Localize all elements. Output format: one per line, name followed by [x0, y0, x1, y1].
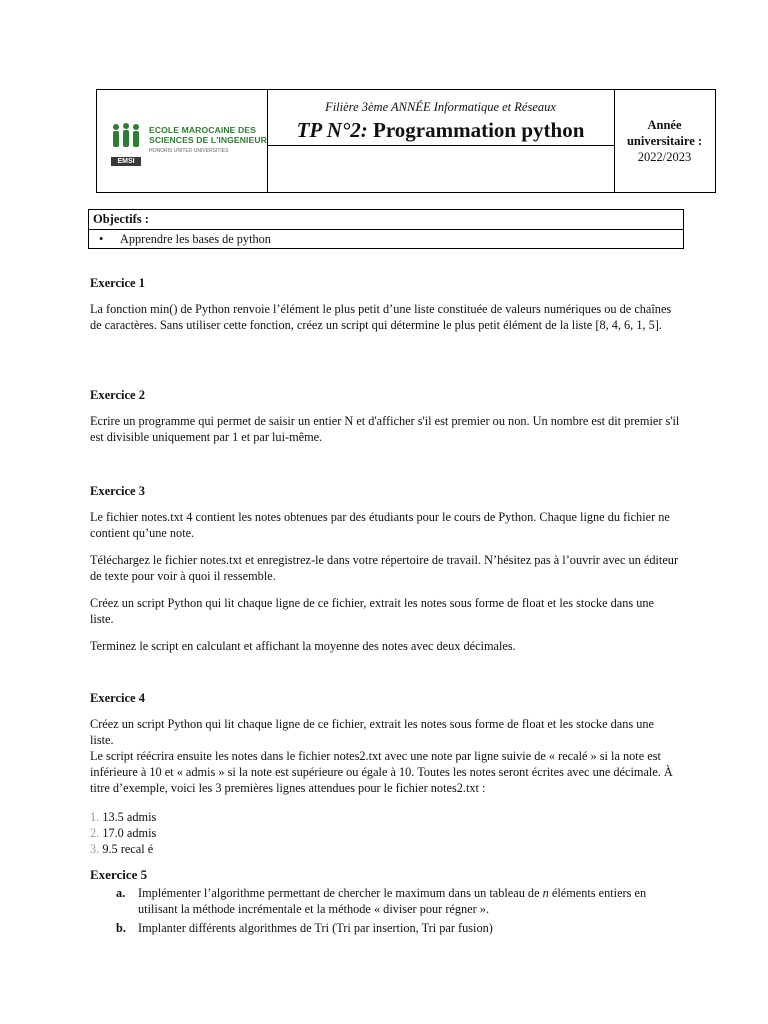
objective-text: Apprendre les bases de python	[120, 232, 271, 246]
example-line	[90, 825, 156, 841]
exercise-1-title: Exercice 1	[90, 276, 145, 290]
objectives-box	[88, 209, 684, 249]
exercise-3-paragraph-2: Téléchargez le fichier notes.txt et enregistrez-le dans votre répertoire de travail. N’hésitez pas à l’ouvrir avec un éditeur de texte pour voir à quoi il ressemble.	[90, 553, 679, 584]
exercise-3-paragraph-4: Terminez le script en calculant et affichant la moyenne des notes avec deux décimales.	[90, 639, 516, 653]
exercise-4-paragraph-1: Créez un script Python qui lit chaque ligne de ce fichier, extrait les notes sous forme de float et les stocke dans une liste.	[90, 717, 654, 748]
exercise-3-paragraph-1: Le fichier notes.txt 4 contient les notes obtenues par des étudiants pour le cours de Python. Chaque ligne du fichier ne contient qu’une note.	[90, 510, 670, 541]
example-line-number: 2.	[90, 826, 100, 840]
logo-badge: EMSI	[111, 157, 141, 166]
school-name-line1: ECOLE MAROCAINE DES	[149, 125, 256, 135]
example-line	[90, 841, 153, 857]
example-line-text: 17.0 admis	[102, 826, 157, 840]
exercise-5-title: Exercice 5	[90, 867, 148, 882]
example-line-text: 9.5 recal é	[102, 842, 154, 856]
example-line-number: 1.	[90, 810, 100, 824]
objective-item	[89, 230, 683, 248]
item-variable: n	[542, 886, 549, 900]
exercise-3-title: Exercice 3	[90, 484, 145, 498]
exercise-4-paragraph-2: Le script réécrira ensuite les notes dans le fichier notes2.txt avec une note par ligne suivie de « recalé » si la note est inférieure à 10 et « admis » si la note est supérieure ou égale à 10. Toutes les notes seront écrites avec une décimale. À titre d’exemple, voici les 3 premières lignes attendues pour le fichier notes2.txt :	[90, 749, 673, 796]
example-line	[90, 809, 156, 825]
item-text	[138, 885, 688, 917]
exercise-4-title: Exercice 4	[90, 691, 145, 705]
example-line-number: 3.	[90, 842, 100, 856]
item-text-part: éléments entiers en utilisant la méthode incrémentale et la méthode « diviser pour régner ».	[138, 886, 647, 917]
header-table	[96, 89, 716, 193]
exercise-2-text: Ecrire un programme qui permet de saisir un entier N et d'afficher s'il est premier ou non. Un nombre est dit premier s'il est divisible uniquement par 1 et par lui-même.	[90, 414, 680, 445]
exercise-1-text: La fonction min() de Python renvoie l’élément le plus petit d’une liste constituée de valeurs numériques ou de chaînes de caractères. Sans utiliser cette fonction, créez un script qui détermine le plus petit élément de la liste [8, 4, 6, 1, 5].	[90, 302, 672, 333]
item-marker: a.	[116, 886, 126, 900]
school-subtitle: HONORIS UNITED UNIVERSITIES	[149, 148, 229, 154]
item-text-part: Implémenter l’algorithme permettant de chercher le maximum dans un tableau de	[138, 886, 543, 900]
title-cell	[267, 90, 615, 192]
bullet-icon: •	[99, 232, 104, 246]
example-line-text: 13.5 admis	[102, 810, 157, 824]
exercise-3-paragraph-3: Créez un script Python qui lit chaque ligne de ce fichier, extrait les notes sous forme de float et les stocke dans une liste.	[90, 596, 654, 627]
exercise-2-title: Exercice 2	[90, 388, 145, 402]
logo-cell	[97, 90, 268, 192]
school-name	[149, 125, 267, 145]
year-cell	[614, 90, 715, 192]
tp-subject: Programmation python	[373, 118, 585, 142]
year-value: 2022/2023	[637, 150, 692, 164]
objectives-label: Objectifs :	[89, 210, 683, 230]
logo-people-icon	[111, 122, 141, 160]
tp-number: TP N°2:	[296, 118, 368, 142]
title-divider	[267, 145, 614, 146]
school-name-line2: SCIENCES DE L'INGENIEUR	[149, 135, 267, 145]
item-marker: b.	[116, 921, 126, 935]
item-text: Implanter différents algorithmes de Tri (Tri par insertion, Tri par fusion)	[138, 921, 493, 935]
tp-title	[267, 116, 614, 144]
filiere-line: Filière 3ème ANNÉE Informatique et Réseaux	[325, 100, 556, 114]
year-label: Année universitaire :	[626, 118, 703, 148]
